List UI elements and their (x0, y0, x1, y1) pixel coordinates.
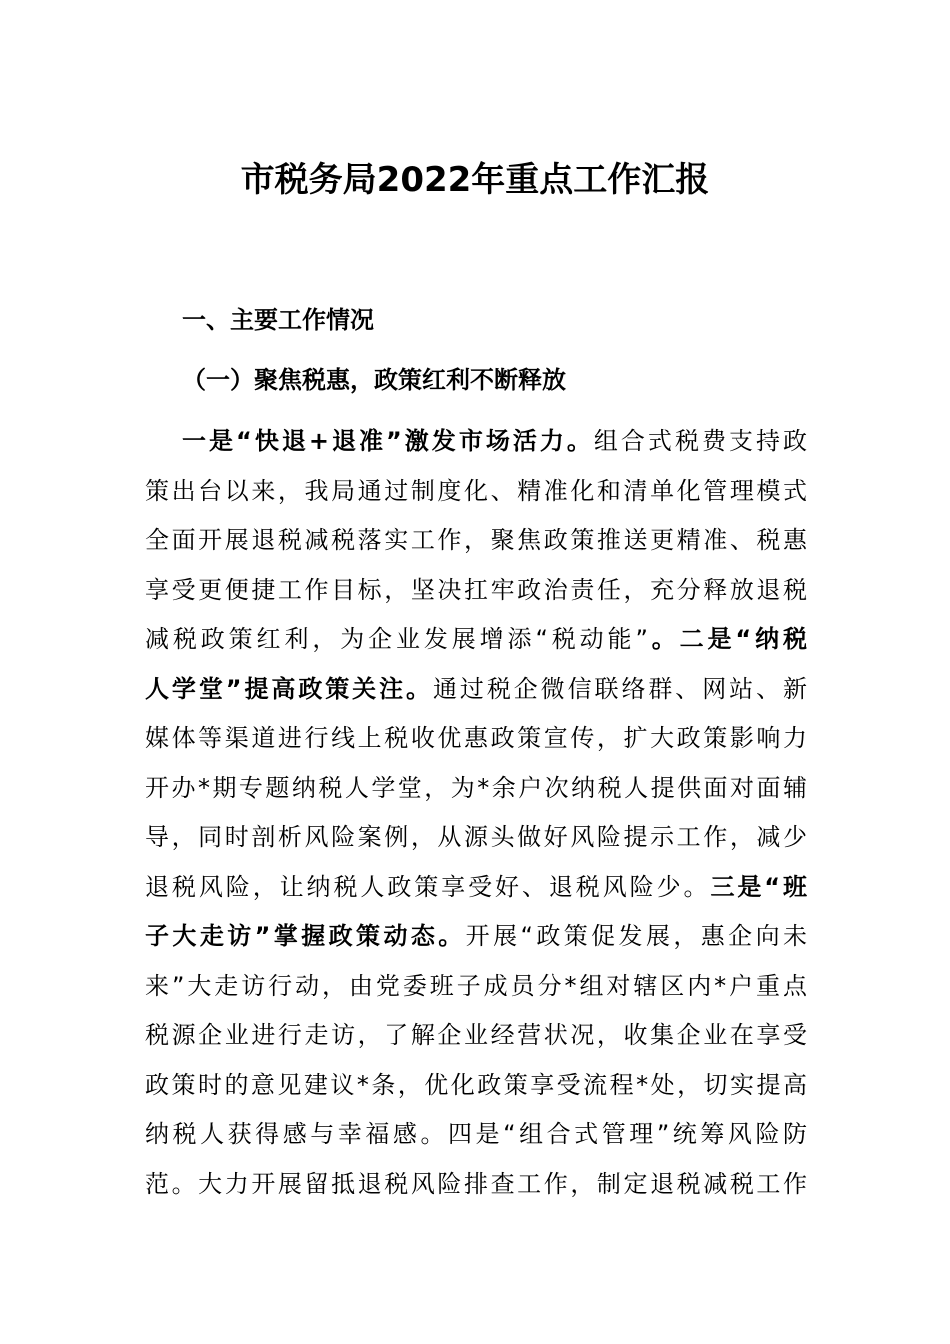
paragraph-line (145, 516, 807, 566)
paragraph-line (145, 1160, 807, 1210)
paragraph-line (145, 764, 807, 814)
body-paragraph (145, 417, 807, 1209)
text-run: 开办*期专题纳税人学堂，为*余户次纳税人提供面对面辅 (145, 773, 807, 802)
text-run: 媒体等渠道进行线上税收优惠政策宣传，扩大政策影响力 (145, 724, 807, 752)
text-run: 开展“政策促发展，惠企向未 (465, 922, 807, 950)
text-run: 退税风险，让纳税人政策享受好、退税风险少。 (145, 872, 711, 901)
bold-text: 子大走访”掌握政策动态。 (145, 922, 466, 950)
bold-text: 人学堂”提高政策关注。 (145, 674, 433, 703)
text-run: 减税政策红利，为企业发展增添“税动能” (145, 625, 648, 653)
text-run: 策出台以来，我局通过制度化、精准化和清单化管理模式 (145, 476, 807, 505)
paragraph-line (145, 417, 807, 467)
paragraph-line (145, 863, 807, 913)
document-title: 市税务局2022年重点工作汇报 (240, 160, 710, 200)
subsection-heading: （一）聚焦税惠，政策红利不断释放 (182, 366, 566, 394)
text-run: 全面开展退税减税落实工作，聚焦政策推送更精准、税惠 (145, 526, 807, 554)
paragraph-line (145, 615, 807, 665)
text-run: 范。大力开展留抵退税风险排查工作，制定退税减税工作 (145, 1169, 807, 1198)
paragraph-line (145, 813, 807, 863)
bold-text: 一是“快退+退准”激发市场活力。 (182, 427, 594, 455)
text-run: 政策时的意见建议*条，优化政策享受流程*处，切实提高 (145, 1070, 807, 1099)
paragraph-line (145, 665, 807, 715)
text-run: 通过税企微信联络群、网站、新 (432, 674, 808, 703)
paragraph-line (145, 1110, 807, 1160)
text-run: 来”大走访行动，由党委班子成员分*组对辖区内*户重点 (145, 971, 807, 1000)
text-run: 享受更便捷工作目标，坚决扛牢政治责任，充分释放退税 (145, 575, 807, 604)
paragraph-line (145, 566, 807, 616)
paragraph-line (145, 912, 807, 962)
text-run: 纳税人获得感与幸福感。四是“组合式管理”统筹风险防 (145, 1120, 807, 1148)
text-run: 组合式税费支持政 (593, 427, 808, 455)
bold-text: 三是“班 (710, 872, 808, 901)
paragraph-line (145, 1011, 807, 1061)
bold-text: 。二是“纳税 (647, 625, 807, 653)
paragraph-line (145, 714, 807, 764)
text-run: 税源企业进行走访，了解企业经营状况，收集企业在享受 (145, 1021, 807, 1049)
paragraph-line (145, 962, 807, 1012)
text-run: 导，同时剖析风险案例，从源头做好风险提示工作，减少 (145, 823, 807, 851)
paragraph-line (145, 467, 807, 517)
paragraph-line (145, 1061, 807, 1111)
section-heading: 一、主要工作情况 (182, 306, 374, 334)
